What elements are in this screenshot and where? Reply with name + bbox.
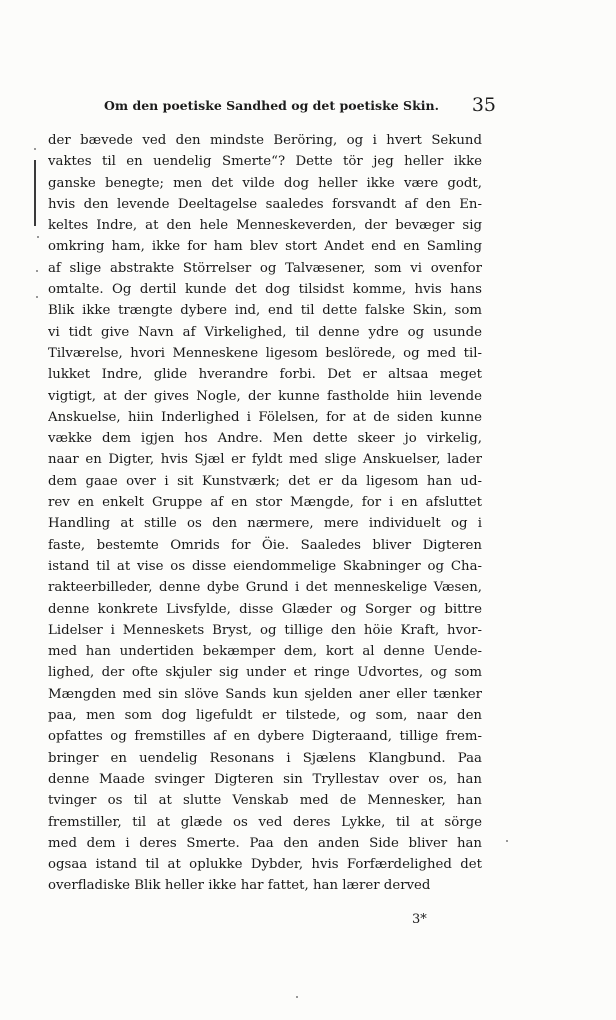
text-line: dem gaae over i sit Kunstværk; det er da ligesom han ud-: [48, 473, 482, 489]
text-line: Mængden med sin slöve Sands kun sjelden aner eller tænker: [48, 686, 482, 702]
text-line: af slige abstrakte Störrelser og Talvæsener, som vi ovenfor: [48, 260, 482, 276]
body-text: [48, 130, 482, 897]
text-line: bringer en uendelig Resonans i Sjælens Klangbund. Paa: [48, 750, 482, 766]
text-line: Tilværelse, hvori Menneskene ligesom beslörede, og med til-: [48, 345, 482, 361]
running-title: Om den poetiske Sandhed og det poetiske Skin.: [104, 98, 439, 113]
text-line: istand til at vise os disse eiendommelige Skabninger og Cha-: [48, 558, 482, 574]
text-line: Anskuelse, hiin Inderlighed i Fölelsen, for at de siden kunne: [48, 409, 482, 425]
margin-speck: [506, 840, 508, 842]
page-header: [100, 94, 500, 120]
text-line: med han undertiden bekæmper dem, kort al denne Uende-: [48, 644, 482, 660]
text-line: paa, men som dog ligefuldt er tilstede, og som, naar den: [48, 708, 482, 724]
signature-mark: 3*: [412, 912, 427, 927]
text-line: faste, bestemte Omrids for Öie. Saaledes bliver Digteren: [48, 537, 482, 553]
text-line: ganske benegte; men det vilde dog heller ikke være godt,: [48, 175, 482, 191]
page-number: 35: [471, 94, 496, 116]
margin-speck: [34, 148, 36, 150]
text-line: Blik ikke trængte dybere ind, end til dette falske Skin, som: [48, 303, 482, 319]
text-line: tvinger os til at slutte Venskab med de Mennesker, han: [48, 793, 482, 809]
text-line: rev en enkelt Gruppe af en stor Mængde, for i en afsluttet: [48, 495, 482, 511]
margin-speck: [296, 996, 298, 998]
text-line: vaktes til en uendelig Smerte“? Dette tör jeg heller ikke: [48, 154, 482, 170]
text-line: denne konkrete Livsfylde, disse Glæder og Sorger og bittre: [48, 601, 482, 617]
text-line: opfattes og fremstilles af en dybere Digteraand, tillige frem-: [48, 729, 482, 745]
text-line: overfladiske Blik heller ikke har fattet, han lærer derved: [48, 878, 431, 894]
text-line: vigtigt, at der gives Nogle, der kunne fastholde hiin levende: [48, 388, 482, 404]
text-line: omtalte. Og dertil kunde det dog tilsidst komme, hvis hans: [48, 282, 482, 298]
text-line: vække dem igjen hos Andre. Men dette skeer jo virkelig,: [48, 431, 482, 447]
text-line: rakteerbilleder, denne dybe Grund i det menneskelige Væsen,: [48, 580, 482, 596]
text-line: keltes Indre, at den hele Menneskeverden, der bevæger sig: [48, 218, 482, 234]
text-line: lighed, der ofte skjuler sig under et ringe Udvortes, og som: [48, 665, 482, 681]
text-line: Lidelser i Menneskets Bryst, og tillige den höie Kraft, hvor-: [48, 622, 482, 638]
margin-speck: [37, 236, 39, 238]
margin-speck: [36, 270, 38, 272]
margin-speck: [36, 296, 38, 298]
text-line: fremstiller, til at glæde os ved deres Lykke, til at sörge: [48, 814, 482, 830]
text-line: lukket Indre, glide hverandre forbi. Det er altsaa meget: [48, 367, 482, 383]
text-line: der bævede ved den mindste Beröring, og i hvert Sekund: [48, 133, 482, 148]
text-line: naar en Digter, hvis Sjæl er fyldt med slige Anskuelser, lader: [48, 452, 482, 468]
text-line: ogsaa istand til at oplukke Dybder, hvis Forfærdelighed det: [48, 857, 482, 873]
text-line: Handling at stille os den nærmere, mere individuelt og i: [48, 516, 482, 532]
text-line: med dem i deres Smerte. Paa den anden Side bliver han: [48, 835, 482, 851]
text-line: denne Maade svinger Digteren sin Tryllestav over os, han: [48, 771, 482, 787]
text-line: omkring ham, ikke for ham blev stort Andet end en Samling: [48, 239, 482, 255]
margin-mark: [34, 160, 36, 226]
text-line: hvis den levende Deeltagelse saaledes forsvandt af den En-: [48, 196, 482, 212]
text-line: vi tidt give Navn af Virkelighed, til denne ydre og usunde: [48, 324, 482, 340]
